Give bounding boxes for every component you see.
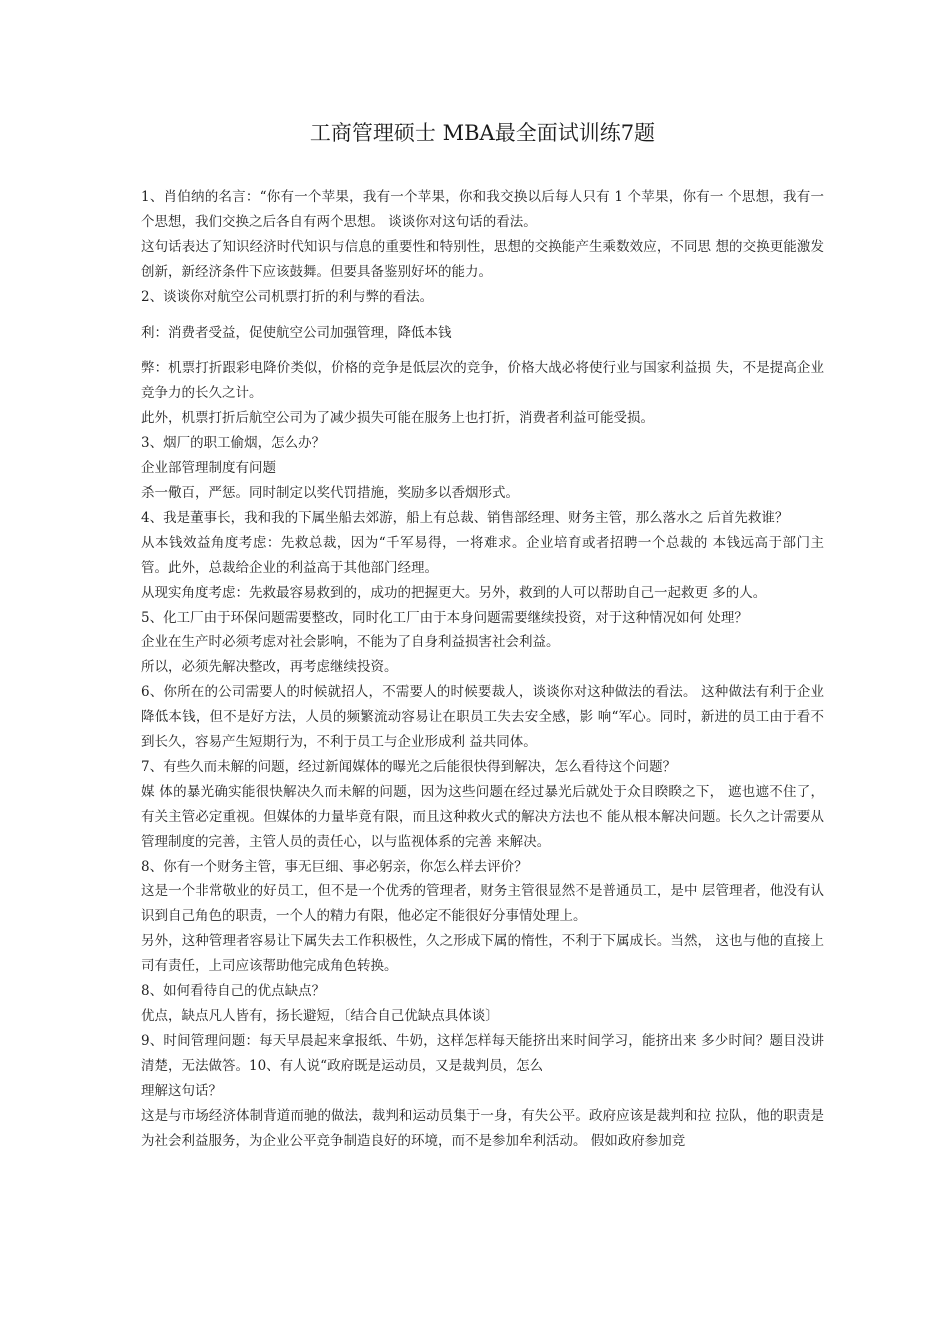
paragraph: 这是与市场经济体制背道而驰的做法，裁判和运动员集于一身，有失公平。政府应该是裁判和拉 拉队，他的职责是为社会利益服务，为企业公平竞争制造良好的环境，而不是参加牟利活动。 假如政府参加竞 bbox=[141, 1107, 824, 1149]
paragraph: 优点，缺点凡人皆有，扬长避短，〔结合自己优缺点具体谈〕 bbox=[141, 1008, 499, 1024]
paragraph: 所以，必须先解决整改，再考虑继续投资。 bbox=[141, 659, 398, 676]
document-title: 工商管理硕士 MBA最全面试训练7题 bbox=[309, 121, 656, 145]
document-body bbox=[141, 185, 824, 1153]
paragraph: 另外，这种管理者容易让下属失去工作积极性，久之形成下属的惰性，不利于下属成长。当然， 这也与他的直接上司有责任，上司应该帮助他完成角色转换。 bbox=[141, 933, 824, 975]
paragraph: 理解这句话？ bbox=[141, 1082, 222, 1099]
paragraph: 4、我是董事长，我和我的下属坐船去郊游，船上有总裁、销售部经理、财务主管，那么落水之 后首先救谁？ bbox=[141, 509, 789, 526]
paragraph: 企业部管理制度有问题 bbox=[141, 460, 276, 477]
paragraph: 弊：机票打折跟彩电降价类似，价格的竞争是低层次的竞争，价格大战必将使行业与国家利益损 失，不是提高企业竞争力的长久之计。 bbox=[141, 360, 824, 402]
paragraph: 6、你所在的公司需要人的时候就招人，不需要人的时候要裁人，谈谈你对这种做法的看法。 这种做法有利于企业降低本钱，但不是好方法，人员的频繁流动容易让在职员工失去安全感，影 响“军心。同时，新进的员工由于看不到长久，容易产生短期行为，不利于员工与企业形成利 益共同体。 bbox=[141, 684, 824, 751]
paragraph: 1、肖伯纳的名言：“你有一个苹果，我有一个苹果，你和我交换以后每人只有 1 个苹果，你有一 个思想，我有一个思想，我们交换之后各自有两个思想。 谈谈你对这句话的看法。 bbox=[141, 189, 824, 230]
paragraph: 这是一个非常敬业的好员工，但不是一个优秀的管理者，财务主管很显然不是普通员工，是中 层管理者，他没有认识到自己角色的职责，一个人的精力有限，他必定不能很好分事情处理上。 bbox=[141, 883, 824, 925]
paragraph: 8、你有一个财务主管，事无巨细、事必躬亲，你怎么样去评价？ bbox=[141, 858, 528, 875]
paragraph: 7、有些久而未解的问题，经过新闻媒体的曝光之后能很快得到解决，怎么看待这个问题？ bbox=[141, 758, 677, 775]
paragraph: 5、化工厂由于环保问题需要整改，同时化工厂由于本身问题需要继续投资，对于这种情况如何 处理？ bbox=[141, 609, 748, 626]
paragraph: 利：消费者受益，促使航空公司加强管理，降低本钱 bbox=[141, 324, 452, 341]
paragraph: 这句话表达了知识经济时代知识与信息的重要性和特别性，思想的交换能产生乘数效应，不同思 想的交换更能激发创新，新经济条件下应该鼓舞。但要具备鉴别好坏的能力。 bbox=[141, 238, 824, 280]
paragraph: 企业在生产时必须考虑对社会影响，不能为了自身利益损害社会利益。 bbox=[141, 634, 560, 651]
paragraph: 媒 体的暴光确实能很快解决久而未解的问题，因为这些问题在经过暴光后就处于众目睽睽之下， 遮也遮不住了，有关主管必定重视。但媒体的力量毕竟有限，而且这种救火式的解决方法也不 能从根本解决问题。长久之计需要从管理制度的完善，主管人员的责任心，以与监视体系的完善 来解决。 bbox=[141, 783, 824, 850]
paragraph: 从现实角度考虑：先救最容易救到的，成功的把握更大。另外，救到的人可以帮助自己一起救更 多的人。 bbox=[141, 584, 767, 601]
paragraph: 2、谈谈你对航空公司机票打折的利与弊的看法。 bbox=[141, 288, 434, 305]
paragraph: 9、时间管理问题：每天早晨起来拿报纸、牛奶，这样怎样每天能挤出来时间学习，能挤出来 多少时间？题目没讲清楚，无法做答。10、有人说“政府既是运动员，又是裁判员，怎么 bbox=[141, 1032, 824, 1074]
paragraph: 从本钱效益角度考虑：先救总裁，因为“千军易得，一将难求。企业培育或者招聘一个总裁的 本钱远高于部门主管。此外，总裁给企业的利益高于其他部门经理。 bbox=[141, 534, 824, 576]
paragraph: 此外，机票打折后航空公司为了减少损失可能在服务上也打折，消费者利益可能受损。 bbox=[141, 410, 654, 427]
paragraph: 8、如何看待自己的优点缺点？ bbox=[141, 983, 326, 1000]
paragraph: 3、烟厂的职工偷烟，怎么办？ bbox=[141, 435, 326, 452]
paragraph: 杀一儆百，严惩。同时制定以奖代罚措施，奖励多以香烟形式。 bbox=[141, 484, 519, 501]
